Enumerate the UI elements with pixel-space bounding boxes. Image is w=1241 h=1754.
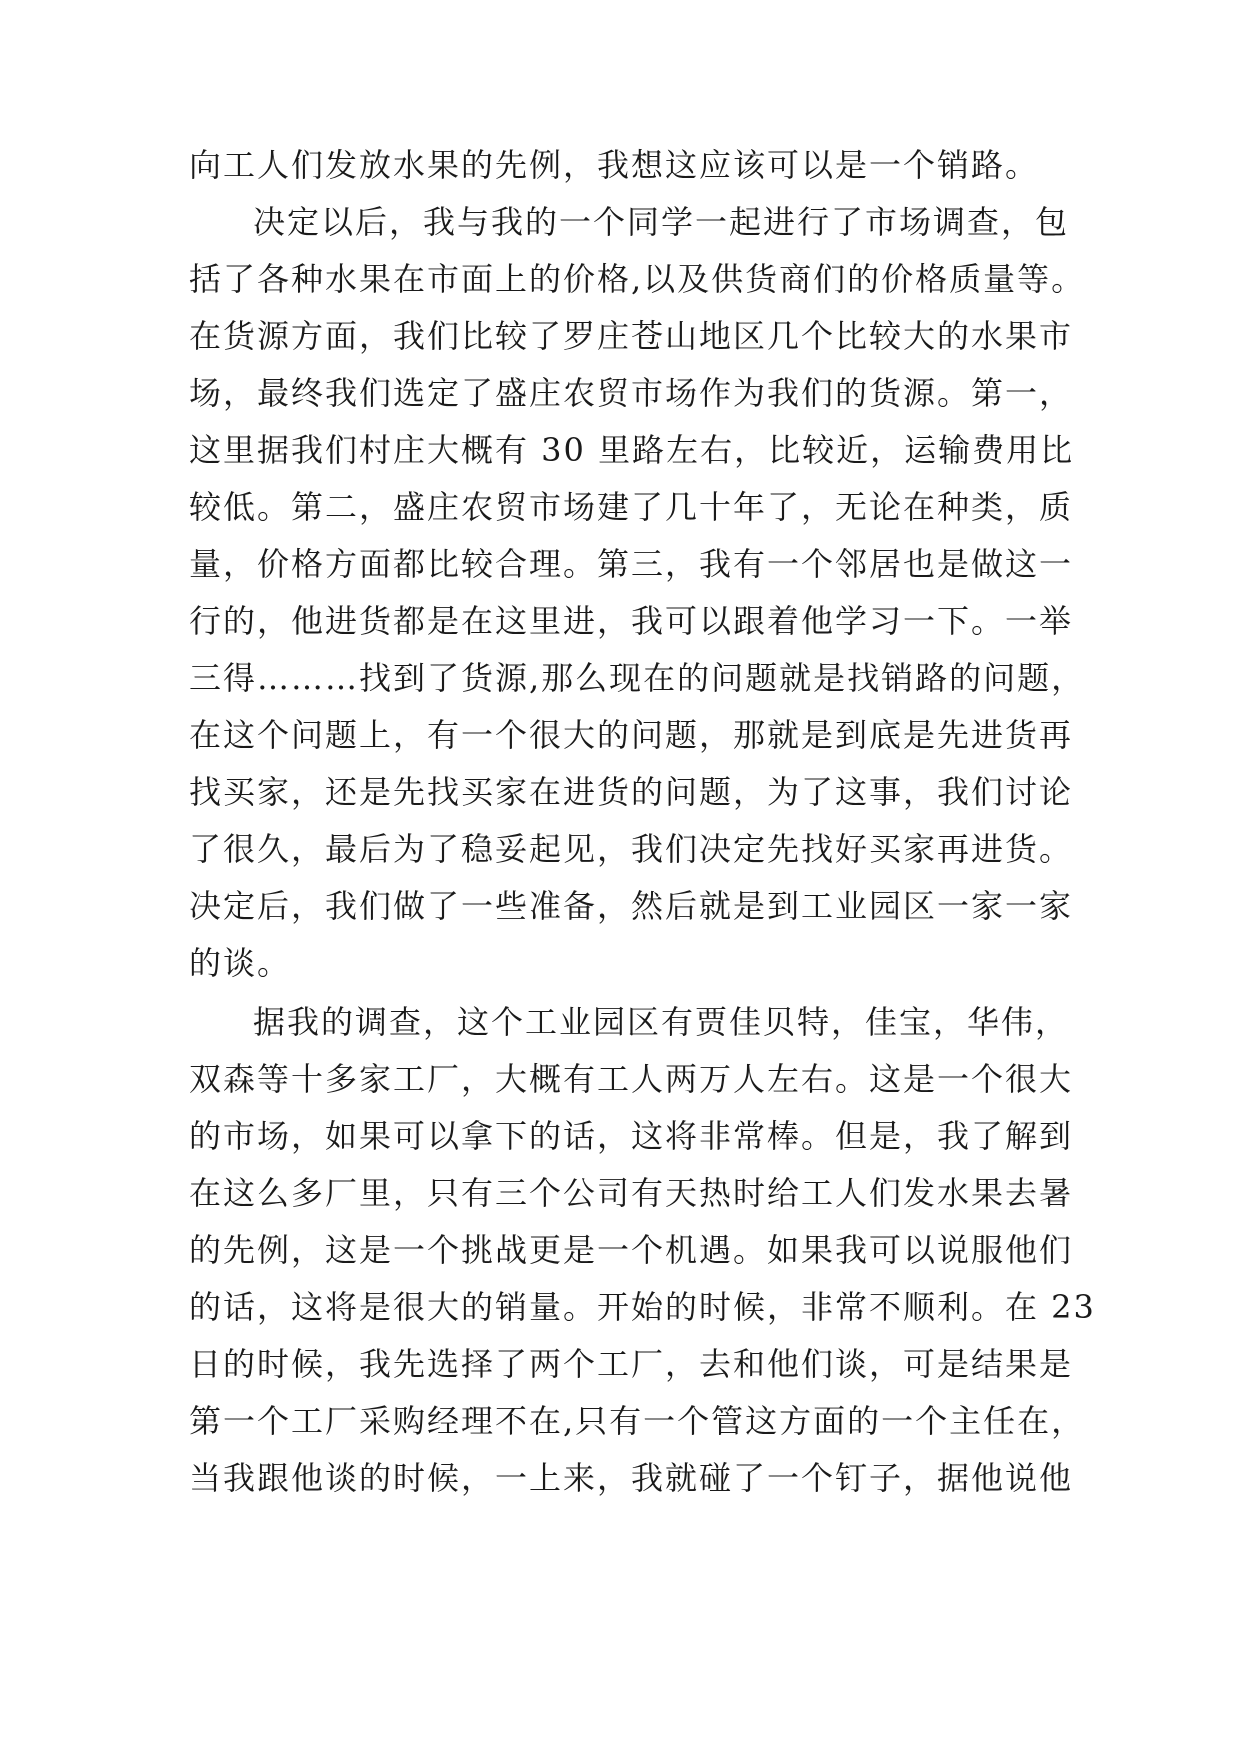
text-line: 当我跟他谈的时候，一上来，我就碰了一个钉子，据他说他 — [189, 1459, 1074, 1497]
text-line: 的话，这将是很大的销量。开始的时候，非常不顺利。在 23 — [189, 1288, 1096, 1326]
text-line: 在货源方面，我们比较了罗庄苍山地区几个比较大的水果市 — [189, 317, 1074, 355]
text-line: 较低。第二，盛庄农贸市场建了几十年了，无论在种类，质 — [189, 488, 1074, 526]
text-line: 量，价格方面都比较合理。第三，我有一个邻居也是做这一 — [189, 545, 1074, 583]
text-line: 行的，他进货都是在这里进，我可以跟着他学习一下。一举 — [189, 602, 1074, 640]
text-line: 了很久，最后为了稳妥起见，我们决定先找好买家再进货。 — [189, 830, 1074, 868]
text-line: 日的时候，我先选择了两个工厂，去和他们谈，可是结果是 — [189, 1345, 1074, 1383]
text-line: 决定后，我们做了一些准备，然后就是到工业园区一家一家 — [189, 887, 1074, 925]
text-line: 的谈。 — [189, 944, 292, 982]
text-line: 第一个工厂采购经理不在,只有一个管这方面的一个主任在， — [189, 1402, 1086, 1440]
text-line: 向工人们发放水果的先例，我想这应该可以是一个销路。 — [189, 146, 1040, 184]
text-line: 双森等十多家工厂，大概有工人两万人左右。这是一个很大 — [189, 1060, 1074, 1098]
text-line: 场，最终我们选定了盛庄农贸市场作为我们的货源。第一， — [189, 374, 1074, 412]
text-line: 这里据我们村庄大概有 30 里路左右，比较近，运输费用比 — [189, 431, 1075, 469]
text-line: 的先例，这是一个挑战更是一个机遇。如果我可以说服他们 — [189, 1231, 1074, 1269]
text-line: 在这个问题上，有一个很大的问题，那就是到底是先进货再 — [189, 716, 1074, 754]
text-line: 在这么多厂里，只有三个公司有天热时给工人们发水果去暑 — [189, 1174, 1074, 1212]
paragraph-start-line: 据我的调查，这个工业园区有贾佳贝特，佳宝，华伟， — [253, 1003, 1070, 1041]
paragraph-start-line: 决定以后，我与我的一个同学一起进行了市场调查，包 — [253, 203, 1070, 241]
text-line: 三得………找到了货源,那么现在的问题就是找销路的问题， — [189, 659, 1086, 697]
text-line: 找买家，还是先找买家在进货的问题，为了这事，我们讨论 — [189, 773, 1074, 811]
text-line: 括了各种水果在市面上的价格,以及供货商们的价格质量等。 — [189, 260, 1086, 298]
text-line: 的市场，如果可以拿下的话，这将非常棒。但是，我了解到 — [189, 1117, 1074, 1155]
